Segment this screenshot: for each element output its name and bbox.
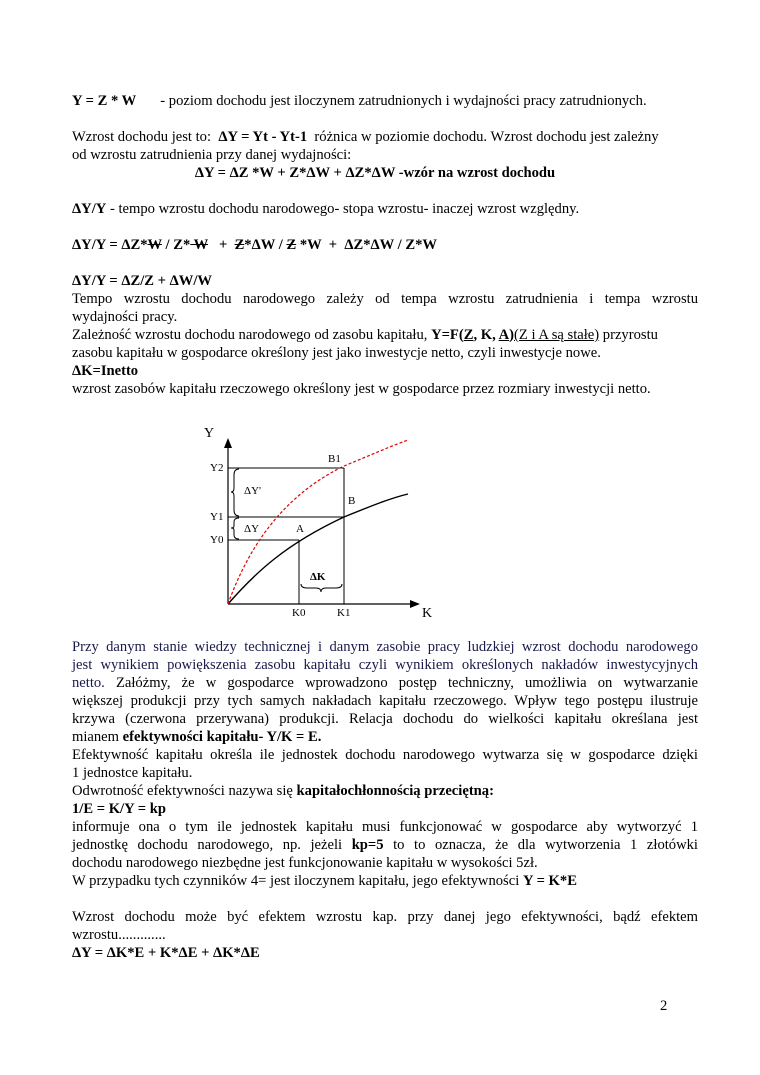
para2-line-5: krzywa (czerwona przerywana) produkcji. Relacja dochodu do wielkości kapitału określana jest — [72, 711, 698, 727]
text: *W + ΔZ*ΔW / Z*W — [296, 237, 437, 253]
production-curve — [228, 494, 408, 604]
text: - poziom dochodu jest iloczynem zatrudnionych i wydajności pracy zatrudnionych. — [160, 93, 647, 109]
line-1 — [72, 92, 647, 110]
line-3: od wzrostu zatrudnienia przy danej wydajności: — [72, 147, 352, 163]
text: , K, — [473, 327, 499, 343]
text: Odwrotność efektywności nazywa się — [72, 783, 293, 799]
text: to to oznacza, że dla wytworzenia 1 złotówki — [393, 837, 698, 853]
label-y2: Y2 — [210, 462, 224, 474]
text: Y = K*E — [522, 873, 577, 889]
formula-y-z-w: Y = Z * W — [72, 93, 137, 109]
label-dy-prime: ΔY' — [244, 485, 261, 497]
formula-delta-y: ΔY = Yt - Yt-1 — [218, 129, 308, 145]
label-k1: K1 — [337, 607, 351, 619]
para2-line-1: Przy danym stanie wiedzy technicznej i danym zasobie pracy ludzkiej wzrost dochodu narodowego — [72, 639, 698, 655]
text: kapitałochłonnością przeciętną: — [296, 783, 494, 799]
label-k0: K0 — [292, 607, 306, 619]
line-11: zasobu kapitału w gospodarce określony jest jako inwestycje netto, czyli inwestycje nowe. — [72, 345, 601, 361]
text: jednostkę dochodu narodowego, np. jeżeli — [72, 837, 343, 853]
text: ΔY/Y = ΔZ* — [72, 237, 148, 253]
text: Z — [463, 327, 474, 343]
text: kp=5 — [351, 837, 384, 853]
formula-capital-intensity: 1/E = K/Y = kp — [72, 801, 166, 817]
formula-growth-capital: ΔY = ΔK*E + K*ΔE + ΔK*ΔE — [72, 945, 260, 961]
formula-tempo-expanded — [72, 236, 437, 254]
text: różnica w poziomie dochodu. Wzrost dochodu jest zależny — [314, 129, 659, 145]
text: Y=F( — [431, 327, 464, 343]
para2-line-16: wzrostu............. — [72, 927, 166, 943]
text: Zależność wzrostu dochodu narodowego od zasobu kapitału, — [72, 327, 428, 343]
line-2 — [72, 128, 659, 146]
text: przyrostu — [602, 327, 658, 343]
text: + — [208, 237, 235, 253]
para2-line-12 — [72, 836, 698, 854]
label-y0: Y0 — [210, 534, 224, 546]
line-8: Tempo wzrostu dochodu narodowego zależy od tempa wzrostu zatrudnienia i tempa wzrostu — [72, 291, 698, 307]
text: Z — [234, 237, 245, 253]
formula-growth-income: ΔY = ΔZ *W + Z*ΔW + ΔZ*ΔW -wzór na wzrost dochodu — [194, 165, 556, 181]
x-axis-arrow — [410, 600, 420, 608]
para2-line-14 — [72, 872, 577, 890]
para2-line-8: 1 jednostce kapitału. — [72, 765, 193, 781]
x-axis-label: K — [422, 606, 433, 621]
formula-delta-k: ΔK=Inetto — [72, 363, 139, 379]
formula-tempo-sum: ΔY/Y = ΔZ/Z + ΔW/W — [72, 273, 213, 289]
para2-line-11: informuje ona o tym ile jednostek kapitału musi funkcjonować w gospodarce aby wytworzyć 1 — [72, 819, 698, 835]
para2-line-3 — [72, 674, 698, 692]
text: - tempo wzrostu dochodu narodowego- stopa wzrostu- inaczej wzrost względny. — [109, 201, 580, 217]
text: (Z i A są stałe) — [514, 327, 600, 343]
para2-line-7: Efektywność kapitału określa ile jednostek dochodu narodowego wytwarza się w gospodarce dzięki — [72, 747, 698, 763]
page-number: 2 — [660, 998, 668, 1014]
para2-line-2: jest wynikiem powiększenia zasobu kapitału czyli wynikiem określonych nakładów inwestycyjnych — [72, 657, 698, 673]
text: mianem — [72, 729, 120, 745]
line-5 — [72, 200, 579, 218]
y-axis-label: Y — [204, 426, 215, 441]
label-dy: ΔY — [244, 523, 260, 535]
text: Wzrost dochodu jest to: — [72, 129, 212, 145]
text: Z — [286, 237, 297, 253]
brace-dy-prime — [231, 469, 239, 516]
text: *ΔW / — [244, 237, 287, 253]
formula-tempo: ΔY/Y — [72, 201, 107, 217]
text: efektywności kapitału- Y/K = E. — [122, 729, 322, 745]
y-axis-arrow — [224, 438, 232, 448]
point-a: A — [296, 523, 304, 535]
para2-line-15: Wzrost dochodu może być efektem wzrostu kap. przy danej jego efektywności, bądź efektem — [72, 909, 698, 925]
para2-line-6 — [72, 728, 321, 746]
text: A — [498, 327, 510, 343]
text: netto. — [72, 675, 105, 691]
text: / Z* — [161, 237, 191, 253]
label-dk: ΔK — [310, 571, 326, 583]
label-y1: Y1 — [210, 511, 224, 523]
brace-dk — [301, 584, 342, 592]
text: Załóżmy, że w gospodarce wprowadzono postęp techniczny, umożliwia on wytwarzanie — [115, 675, 698, 691]
point-b1: B1 — [328, 453, 341, 465]
line-10 — [72, 326, 658, 344]
para2-line-9 — [72, 782, 494, 800]
text: W przypadku tych czynników 4= jest iloczynem kapitału, jego efektywności — [72, 873, 520, 889]
para2-line-4: większej produkcji przy tych samych nakładach kapitału rzeczowego. Wpływ tego postępu ilustruje — [72, 693, 698, 709]
point-b: B — [348, 495, 356, 507]
line-13: wzrost zasobów kapitału rzeczowego określony jest w gospodarce przez rozmiary inwestycji netto. — [72, 381, 651, 397]
text: W — [190, 237, 208, 253]
text: W — [147, 237, 162, 253]
line-9: wydajności pracy. — [72, 309, 178, 325]
capital-income-diagram — [196, 420, 456, 625]
text: ) — [509, 327, 515, 343]
para2-line-13: dochodu narodowego niezbędne jest funkcjonowanie kapitału w wysokości 5zł. — [72, 855, 538, 871]
brace-dy — [231, 518, 239, 539]
